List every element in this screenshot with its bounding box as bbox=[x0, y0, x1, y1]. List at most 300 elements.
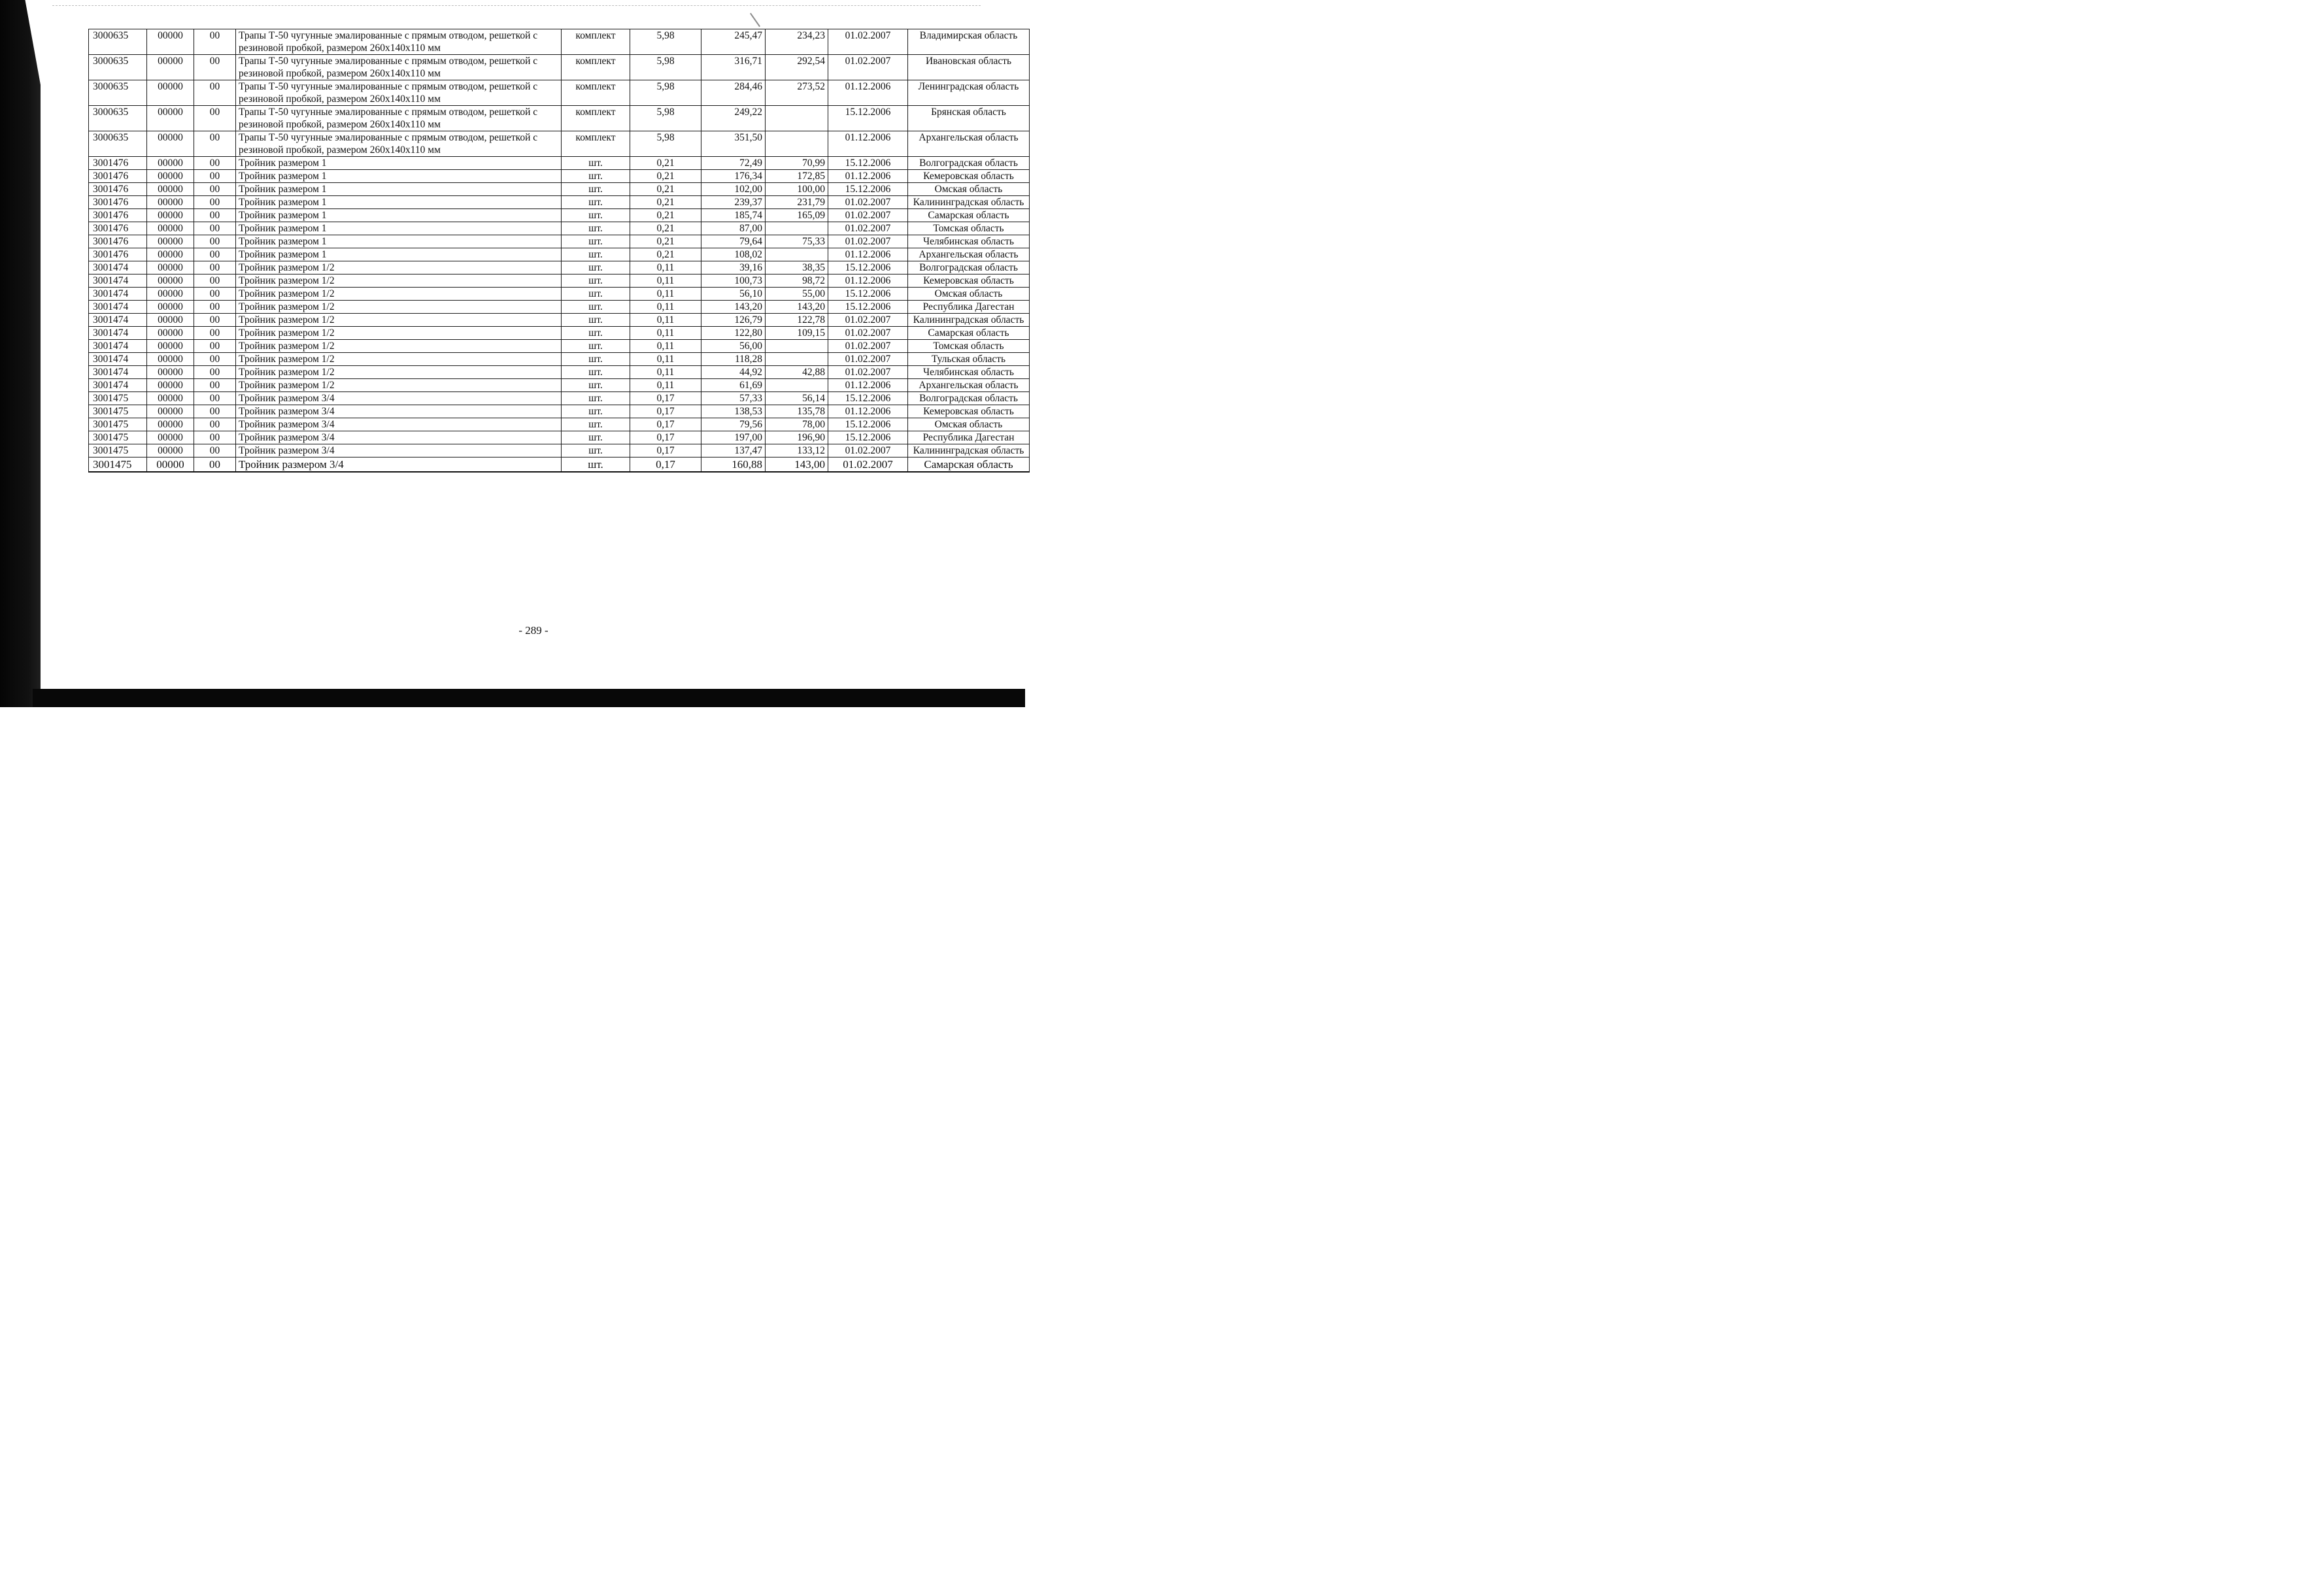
material-name-cell: Тройник размером 1 bbox=[236, 222, 562, 235]
unit-cell: шт. bbox=[562, 340, 630, 353]
table-row bbox=[89, 261, 1030, 274]
material-name-cell: Тройник размером 3/4 bbox=[236, 444, 562, 457]
table-row bbox=[89, 248, 1030, 261]
material-code-cell: 3000635 bbox=[89, 80, 147, 106]
price-without-vat-cell: 143,20 bbox=[766, 301, 828, 314]
material-name-cell: Тройник размером 3/4 bbox=[236, 457, 562, 473]
table-row bbox=[89, 196, 1030, 209]
material-variant-cell: 00 bbox=[194, 261, 236, 274]
price-without-vat-cell: 231,79 bbox=[766, 196, 828, 209]
price-without-vat-cell: 135,78 bbox=[766, 405, 828, 418]
table-row bbox=[89, 301, 1030, 314]
coefficient-cell: 0,21 bbox=[630, 170, 701, 183]
price-without-vat-cell bbox=[766, 248, 828, 261]
material-code-cell: 3001476 bbox=[89, 209, 147, 222]
material-variant-cell: 00 bbox=[194, 340, 236, 353]
unit-cell: шт. bbox=[562, 235, 630, 248]
price-with-vat-cell: 56,00 bbox=[701, 340, 766, 353]
material-subcode-cell: 00000 bbox=[147, 55, 194, 80]
price-without-vat-cell: 70,99 bbox=[766, 157, 828, 170]
material-subcode-cell: 00000 bbox=[147, 457, 194, 473]
material-subcode-cell: 00000 bbox=[147, 183, 194, 196]
material-subcode-cell: 00000 bbox=[147, 157, 194, 170]
price-with-vat-cell: 126,79 bbox=[701, 314, 766, 327]
material-subcode-cell: 00000 bbox=[147, 314, 194, 327]
coefficient-cell: 0,17 bbox=[630, 418, 701, 431]
unit-cell: комплект bbox=[562, 55, 630, 80]
unit-cell: шт. bbox=[562, 301, 630, 314]
price-without-vat-cell: 133,12 bbox=[766, 444, 828, 457]
table-row bbox=[89, 314, 1030, 327]
region-cell: Омская область bbox=[908, 418, 1030, 431]
material-subcode-cell: 00000 bbox=[147, 222, 194, 235]
material-name-cell: Тройник размером 1 bbox=[236, 248, 562, 261]
material-subcode-cell: 00000 bbox=[147, 131, 194, 157]
unit-cell: шт. bbox=[562, 196, 630, 209]
unit-cell: шт. bbox=[562, 248, 630, 261]
coefficient-cell: 0,11 bbox=[630, 301, 701, 314]
scan-slash-mark bbox=[750, 13, 760, 27]
scan-top-noise-marks bbox=[52, 5, 981, 8]
table-row bbox=[89, 431, 1030, 444]
price-without-vat-cell: 165,09 bbox=[766, 209, 828, 222]
coefficient-cell: 0,21 bbox=[630, 248, 701, 261]
price-without-vat-cell: 172,85 bbox=[766, 170, 828, 183]
price-with-vat-cell: 79,56 bbox=[701, 418, 766, 431]
price-with-vat-cell: 108,02 bbox=[701, 248, 766, 261]
coefficient-cell: 0,21 bbox=[630, 222, 701, 235]
unit-cell: шт. bbox=[562, 183, 630, 196]
price-without-vat-cell: 234,23 bbox=[766, 29, 828, 55]
unit-cell: комплект bbox=[562, 29, 630, 55]
coefficient-cell: 0,21 bbox=[630, 196, 701, 209]
material-subcode-cell: 00000 bbox=[147, 405, 194, 418]
material-variant-cell: 00 bbox=[194, 55, 236, 80]
table-row bbox=[89, 418, 1030, 431]
material-subcode-cell: 00000 bbox=[147, 261, 194, 274]
price-without-vat-cell bbox=[766, 353, 828, 366]
table-row bbox=[89, 131, 1030, 157]
scan-bottom-dark-edge bbox=[33, 689, 1025, 707]
material-name-cell: Трапы Т-50 чугунные эмалированные с прямым отводом, решеткой с резиновой пробкой, размером 260х140х110 мм bbox=[236, 80, 562, 106]
region-cell: Владимирская область bbox=[908, 29, 1030, 55]
material-subcode-cell: 00000 bbox=[147, 248, 194, 261]
coefficient-cell: 0,11 bbox=[630, 366, 701, 379]
price-without-vat-cell bbox=[766, 131, 828, 157]
table-row bbox=[89, 457, 1030, 473]
price-date-cell: 01.02.2007 bbox=[828, 235, 908, 248]
material-code-cell: 3001476 bbox=[89, 222, 147, 235]
material-subcode-cell: 00000 bbox=[147, 170, 194, 183]
coefficient-cell: 5,98 bbox=[630, 55, 701, 80]
material-name-cell: Тройник размером 1/2 bbox=[236, 327, 562, 340]
material-variant-cell: 00 bbox=[194, 248, 236, 261]
price-date-cell: 01.02.2007 bbox=[828, 222, 908, 235]
material-variant-cell: 00 bbox=[194, 314, 236, 327]
material-variant-cell: 00 bbox=[194, 170, 236, 183]
table-row bbox=[89, 379, 1030, 392]
table-row bbox=[89, 157, 1030, 170]
material-subcode-cell: 00000 bbox=[147, 327, 194, 340]
material-code-cell: 3001474 bbox=[89, 314, 147, 327]
unit-cell: комплект bbox=[562, 131, 630, 157]
material-variant-cell: 00 bbox=[194, 183, 236, 196]
unit-cell: комплект bbox=[562, 80, 630, 106]
material-code-cell: 3001475 bbox=[89, 405, 147, 418]
table-row bbox=[89, 55, 1030, 80]
price-without-vat-cell: 42,88 bbox=[766, 366, 828, 379]
material-variant-cell: 00 bbox=[194, 327, 236, 340]
region-cell: Челябинская область bbox=[908, 235, 1030, 248]
material-code-cell: 3001474 bbox=[89, 327, 147, 340]
price-date-cell: 01.02.2007 bbox=[828, 55, 908, 80]
material-variant-cell: 00 bbox=[194, 80, 236, 106]
unit-cell: шт. bbox=[562, 366, 630, 379]
price-date-cell: 01.12.2006 bbox=[828, 405, 908, 418]
material-variant-cell: 00 bbox=[194, 209, 236, 222]
price-with-vat-cell: 56,10 bbox=[701, 288, 766, 301]
price-with-vat-cell: 245,47 bbox=[701, 29, 766, 55]
table-row bbox=[89, 183, 1030, 196]
material-name-cell: Тройник размером 1 bbox=[236, 170, 562, 183]
coefficient-cell: 0,11 bbox=[630, 261, 701, 274]
price-without-vat-cell bbox=[766, 340, 828, 353]
unit-cell: шт. bbox=[562, 431, 630, 444]
material-name-cell: Трапы Т-50 чугунные эмалированные с прямым отводом, решеткой с резиновой пробкой, размером 260х140х110 мм bbox=[236, 106, 562, 131]
price-with-vat-cell: 122,80 bbox=[701, 327, 766, 340]
region-cell: Томская область bbox=[908, 340, 1030, 353]
unit-cell: шт. bbox=[562, 314, 630, 327]
coefficient-cell: 0,11 bbox=[630, 327, 701, 340]
coefficient-cell: 0,11 bbox=[630, 340, 701, 353]
price-date-cell: 01.02.2007 bbox=[828, 444, 908, 457]
region-cell: Томская область bbox=[908, 222, 1030, 235]
material-variant-cell: 00 bbox=[194, 157, 236, 170]
region-cell: Калининградская область bbox=[908, 196, 1030, 209]
region-cell: Брянская область bbox=[908, 106, 1030, 131]
price-with-vat-cell: 185,74 bbox=[701, 209, 766, 222]
region-cell: Республика Дагестан bbox=[908, 301, 1030, 314]
table-row bbox=[89, 405, 1030, 418]
material-variant-cell: 00 bbox=[194, 131, 236, 157]
region-cell: Самарская область bbox=[908, 327, 1030, 340]
region-cell: Омская область bbox=[908, 288, 1030, 301]
material-subcode-cell: 00000 bbox=[147, 274, 194, 288]
material-code-cell: 3001475 bbox=[89, 444, 147, 457]
material-name-cell: Тройник размером 1 bbox=[236, 196, 562, 209]
material-name-cell: Тройник размером 3/4 bbox=[236, 405, 562, 418]
material-name-cell: Тройник размером 1/2 bbox=[236, 274, 562, 288]
unit-cell: шт. bbox=[562, 379, 630, 392]
material-subcode-cell: 00000 bbox=[147, 196, 194, 209]
material-name-cell: Тройник размером 3/4 bbox=[236, 392, 562, 405]
unit-cell: шт. bbox=[562, 170, 630, 183]
price-with-vat-cell: 102,00 bbox=[701, 183, 766, 196]
material-variant-cell: 00 bbox=[194, 29, 236, 55]
price-without-vat-cell: 75,33 bbox=[766, 235, 828, 248]
price-date-cell: 15.12.2006 bbox=[828, 183, 908, 196]
coefficient-cell: 0,11 bbox=[630, 353, 701, 366]
price-date-cell: 01.12.2006 bbox=[828, 274, 908, 288]
coefficient-cell: 5,98 bbox=[630, 29, 701, 55]
material-name-cell: Тройник размером 1 bbox=[236, 183, 562, 196]
unit-cell: шт. bbox=[562, 222, 630, 235]
price-with-vat-cell: 249,22 bbox=[701, 106, 766, 131]
material-code-cell: 3001476 bbox=[89, 196, 147, 209]
material-name-cell: Тройник размером 1/2 bbox=[236, 314, 562, 327]
table-row bbox=[89, 222, 1030, 235]
coefficient-cell: 0,17 bbox=[630, 457, 701, 473]
price-date-cell: 01.02.2007 bbox=[828, 353, 908, 366]
price-date-cell: 01.12.2006 bbox=[828, 248, 908, 261]
coefficient-cell: 0,17 bbox=[630, 405, 701, 418]
material-subcode-cell: 00000 bbox=[147, 235, 194, 248]
material-variant-cell: 00 bbox=[194, 392, 236, 405]
material-variant-cell: 00 bbox=[194, 301, 236, 314]
unit-cell: шт. bbox=[562, 444, 630, 457]
price-with-vat-cell: 316,71 bbox=[701, 55, 766, 80]
material-name-cell: Тройник размером 1 bbox=[236, 235, 562, 248]
material-subcode-cell: 00000 bbox=[147, 340, 194, 353]
material-code-cell: 3001474 bbox=[89, 366, 147, 379]
unit-cell: шт. bbox=[562, 327, 630, 340]
material-code-cell: 3000635 bbox=[89, 55, 147, 80]
price-with-vat-cell: 79,64 bbox=[701, 235, 766, 248]
coefficient-cell: 5,98 bbox=[630, 131, 701, 157]
price-with-vat-cell: 39,16 bbox=[701, 261, 766, 274]
unit-cell: комплект bbox=[562, 106, 630, 131]
region-cell: Ивановская область bbox=[908, 55, 1030, 80]
material-variant-cell: 00 bbox=[194, 444, 236, 457]
material-subcode-cell: 00000 bbox=[147, 392, 194, 405]
price-date-cell: 01.02.2007 bbox=[828, 327, 908, 340]
material-variant-cell: 00 bbox=[194, 457, 236, 473]
table-row bbox=[89, 106, 1030, 131]
material-variant-cell: 00 bbox=[194, 196, 236, 209]
material-code-cell: 3000635 bbox=[89, 131, 147, 157]
price-date-cell: 15.12.2006 bbox=[828, 392, 908, 405]
table-row bbox=[89, 444, 1030, 457]
price-with-vat-cell: 44,92 bbox=[701, 366, 766, 379]
coefficient-cell: 0,11 bbox=[630, 274, 701, 288]
coefficient-cell: 0,21 bbox=[630, 157, 701, 170]
material-variant-cell: 00 bbox=[194, 353, 236, 366]
unit-cell: шт. bbox=[562, 418, 630, 431]
coefficient-cell: 0,11 bbox=[630, 379, 701, 392]
price-without-vat-cell: 98,72 bbox=[766, 274, 828, 288]
price-without-vat-cell bbox=[766, 222, 828, 235]
material-variant-cell: 00 bbox=[194, 235, 236, 248]
region-cell: Кемеровская область bbox=[908, 274, 1030, 288]
price-without-vat-cell: 78,00 bbox=[766, 418, 828, 431]
material-code-cell: 3001474 bbox=[89, 379, 147, 392]
region-cell: Архангельская область bbox=[908, 248, 1030, 261]
coefficient-cell: 0,11 bbox=[630, 288, 701, 301]
price-date-cell: 15.12.2006 bbox=[828, 418, 908, 431]
material-code-cell: 3001475 bbox=[89, 457, 147, 473]
material-code-cell: 3001476 bbox=[89, 248, 147, 261]
material-name-cell: Тройник размером 3/4 bbox=[236, 431, 562, 444]
unit-cell: шт. bbox=[562, 274, 630, 288]
material-variant-cell: 00 bbox=[194, 431, 236, 444]
material-name-cell: Тройник размером 3/4 bbox=[236, 418, 562, 431]
unit-cell: шт. bbox=[562, 392, 630, 405]
price-without-vat-cell: 196,90 bbox=[766, 431, 828, 444]
material-name-cell: Тройник размером 1 bbox=[236, 209, 562, 222]
price-date-cell: 15.12.2006 bbox=[828, 301, 908, 314]
material-code-cell: 3001474 bbox=[89, 301, 147, 314]
material-subcode-cell: 00000 bbox=[147, 80, 194, 106]
price-date-cell: 01.02.2007 bbox=[828, 29, 908, 55]
material-code-cell: 3001476 bbox=[89, 183, 147, 196]
price-with-vat-cell: 197,00 bbox=[701, 431, 766, 444]
material-subcode-cell: 00000 bbox=[147, 106, 194, 131]
price-with-vat-cell: 72,49 bbox=[701, 157, 766, 170]
scan-left-dark-edge bbox=[0, 0, 41, 707]
material-name-cell: Тройник размером 1/2 bbox=[236, 261, 562, 274]
material-name-cell: Трапы Т-50 чугунные эмалированные с прямым отводом, решеткой с резиновой пробкой, размером 260х140х110 мм bbox=[236, 29, 562, 55]
material-code-cell: 3001475 bbox=[89, 418, 147, 431]
price-with-vat-cell: 176,34 bbox=[701, 170, 766, 183]
material-subcode-cell: 00000 bbox=[147, 353, 194, 366]
material-variant-cell: 00 bbox=[194, 222, 236, 235]
price-date-cell: 01.12.2006 bbox=[828, 379, 908, 392]
material-variant-cell: 00 bbox=[194, 405, 236, 418]
price-date-cell: 15.12.2006 bbox=[828, 261, 908, 274]
price-without-vat-cell: 38,35 bbox=[766, 261, 828, 274]
price-with-vat-cell: 284,46 bbox=[701, 80, 766, 106]
table-row bbox=[89, 340, 1030, 353]
coefficient-cell: 0,21 bbox=[630, 209, 701, 222]
region-cell: Кемеровская область bbox=[908, 170, 1030, 183]
material-code-cell: 3001476 bbox=[89, 170, 147, 183]
price-date-cell: 01.02.2007 bbox=[828, 366, 908, 379]
price-date-cell: 15.12.2006 bbox=[828, 431, 908, 444]
price-with-vat-cell: 143,20 bbox=[701, 301, 766, 314]
price-without-vat-cell bbox=[766, 106, 828, 131]
table-row bbox=[89, 288, 1030, 301]
material-name-cell: Тройник размером 1 bbox=[236, 157, 562, 170]
coefficient-cell: 5,98 bbox=[630, 106, 701, 131]
material-code-cell: 3001474 bbox=[89, 353, 147, 366]
region-cell: Самарская область bbox=[908, 209, 1030, 222]
region-cell: Волгоградская область bbox=[908, 157, 1030, 170]
region-cell: Кемеровская область bbox=[908, 405, 1030, 418]
material-code-cell: 3001474 bbox=[89, 288, 147, 301]
price-table-body bbox=[89, 29, 1030, 473]
unit-cell: шт. bbox=[562, 405, 630, 418]
region-cell: Тульская область bbox=[908, 353, 1030, 366]
region-cell: Архангельская область bbox=[908, 131, 1030, 157]
price-date-cell: 01.12.2006 bbox=[828, 131, 908, 157]
table-row bbox=[89, 274, 1030, 288]
material-name-cell: Тройник размером 1/2 bbox=[236, 379, 562, 392]
region-cell: Республика Дагестан bbox=[908, 431, 1030, 444]
price-with-vat-cell: 61,69 bbox=[701, 379, 766, 392]
price-date-cell: 15.12.2006 bbox=[828, 157, 908, 170]
coefficient-cell: 0,17 bbox=[630, 392, 701, 405]
region-cell: Калининградская область bbox=[908, 314, 1030, 327]
price-without-vat-cell: 109,15 bbox=[766, 327, 828, 340]
unit-cell: шт. bbox=[562, 209, 630, 222]
price-without-vat-cell: 55,00 bbox=[766, 288, 828, 301]
price-without-vat-cell: 273,52 bbox=[766, 80, 828, 106]
unit-cell: шт. bbox=[562, 353, 630, 366]
price-with-vat-cell: 138,53 bbox=[701, 405, 766, 418]
material-subcode-cell: 00000 bbox=[147, 379, 194, 392]
price-table bbox=[88, 29, 1030, 473]
table-row bbox=[89, 170, 1030, 183]
price-table-container bbox=[88, 29, 1024, 473]
price-date-cell: 15.12.2006 bbox=[828, 106, 908, 131]
material-code-cell: 3001475 bbox=[89, 392, 147, 405]
material-name-cell: Тройник размером 1/2 bbox=[236, 340, 562, 353]
coefficient-cell: 0,11 bbox=[630, 314, 701, 327]
table-row bbox=[89, 235, 1030, 248]
price-date-cell: 01.02.2007 bbox=[828, 196, 908, 209]
coefficient-cell: 5,98 bbox=[630, 80, 701, 106]
table-row bbox=[89, 209, 1030, 222]
price-date-cell: 01.12.2006 bbox=[828, 170, 908, 183]
price-date-cell: 01.02.2007 bbox=[828, 209, 908, 222]
material-subcode-cell: 00000 bbox=[147, 444, 194, 457]
material-variant-cell: 00 bbox=[194, 274, 236, 288]
region-cell: Ленинградская область bbox=[908, 80, 1030, 106]
material-code-cell: 3000635 bbox=[89, 29, 147, 55]
material-subcode-cell: 00000 bbox=[147, 288, 194, 301]
table-row bbox=[89, 366, 1030, 379]
material-name-cell: Трапы Т-50 чугунные эмалированные с прямым отводом, решеткой с резиновой пробкой, размером 260х140х110 мм bbox=[236, 131, 562, 157]
price-date-cell: 01.02.2007 bbox=[828, 314, 908, 327]
unit-cell: шт. bbox=[562, 157, 630, 170]
unit-cell: шт. bbox=[562, 261, 630, 274]
price-without-vat-cell: 143,00 bbox=[766, 457, 828, 473]
price-date-cell: 01.02.2007 bbox=[828, 457, 908, 473]
coefficient-cell: 0,17 bbox=[630, 444, 701, 457]
price-with-vat-cell: 160,88 bbox=[701, 457, 766, 473]
region-cell: Челябинская область bbox=[908, 366, 1030, 379]
price-without-vat-cell: 122,78 bbox=[766, 314, 828, 327]
price-with-vat-cell: 239,37 bbox=[701, 196, 766, 209]
material-subcode-cell: 00000 bbox=[147, 29, 194, 55]
price-without-vat-cell bbox=[766, 379, 828, 392]
material-variant-cell: 00 bbox=[194, 418, 236, 431]
material-variant-cell: 00 bbox=[194, 106, 236, 131]
price-date-cell: 01.12.2006 bbox=[828, 80, 908, 106]
price-date-cell: 01.02.2007 bbox=[828, 340, 908, 353]
material-code-cell: 3000635 bbox=[89, 106, 147, 131]
material-code-cell: 3001476 bbox=[89, 235, 147, 248]
table-row bbox=[89, 29, 1030, 55]
price-with-vat-cell: 351,50 bbox=[701, 131, 766, 157]
region-cell: Омская область bbox=[908, 183, 1030, 196]
region-cell: Архангельская область bbox=[908, 379, 1030, 392]
table-row bbox=[89, 392, 1030, 405]
region-cell: Волгоградская область bbox=[908, 261, 1030, 274]
material-subcode-cell: 00000 bbox=[147, 209, 194, 222]
page-number: - 289 - bbox=[518, 624, 549, 637]
material-code-cell: 3001474 bbox=[89, 340, 147, 353]
material-name-cell: Тройник размером 1/2 bbox=[236, 353, 562, 366]
coefficient-cell: 0,17 bbox=[630, 431, 701, 444]
unit-cell: шт. bbox=[562, 288, 630, 301]
material-name-cell: Тройник размером 1/2 bbox=[236, 366, 562, 379]
table-row bbox=[89, 327, 1030, 340]
region-cell: Самарская область bbox=[908, 457, 1030, 473]
coefficient-cell: 0,21 bbox=[630, 183, 701, 196]
material-subcode-cell: 00000 bbox=[147, 366, 194, 379]
price-without-vat-cell: 292,54 bbox=[766, 55, 828, 80]
